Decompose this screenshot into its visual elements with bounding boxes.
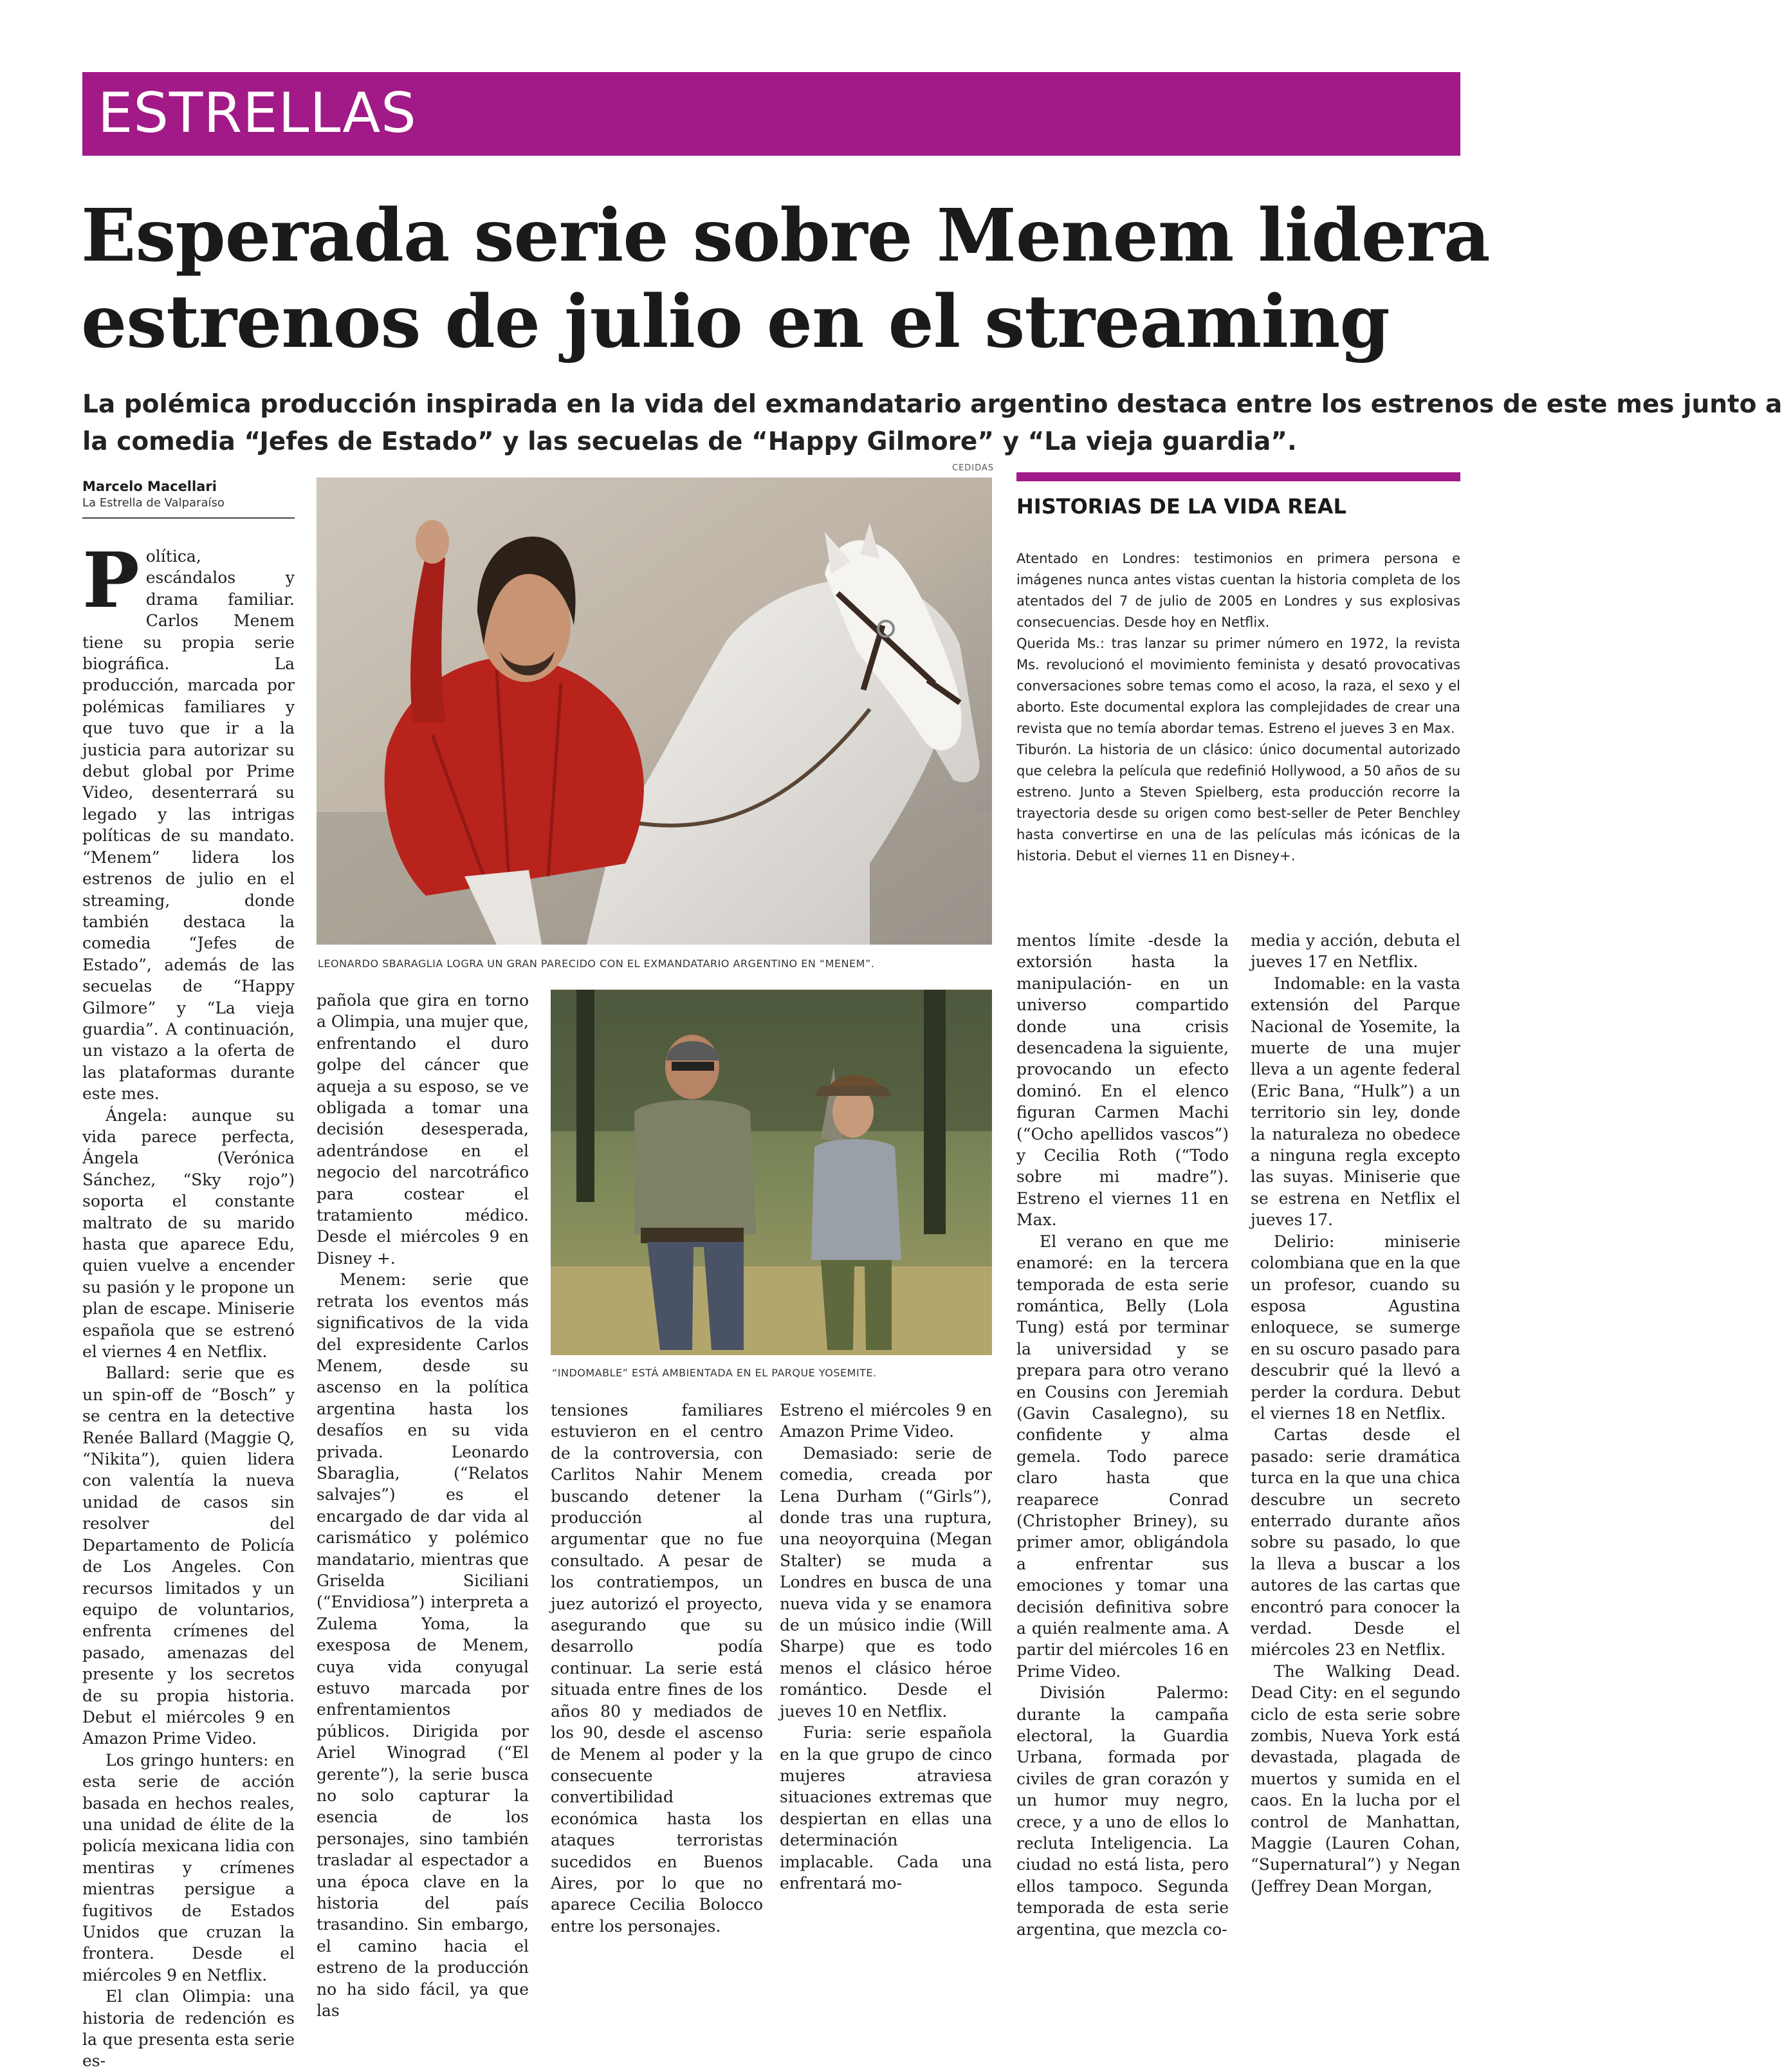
section-bar <box>82 72 1460 156</box>
dropcap: P <box>82 535 140 625</box>
sidebar-item-atentado: Atentado en Londres: testimonios en primera persona e imágenes nunca antes vistas cuentan la historia completa de los atentados del 7 de julio de 2005 en Londres y sus explosivas consecuencias. Desde hoy en Netflix. <box>1016 551 1460 630</box>
menem-photo-illustration <box>317 477 992 945</box>
paragraph-furia-cont: mentos límite -desde la extorsión hasta la manipulación- en un universo compartido donde una crisis desencadena la siguiente, provocando un efecto dominó. En el elenco figuran Carmen Machi (“Ocho apellidos vascos”) y Cecilia Roth (“Todo sobre mi madre”). Estreno el viernes 11 en Max. <box>1016 931 1229 1230</box>
indomable-photo-caption: “INDOMABLE” ESTÁ AMBIENTADA EN EL PARQUE YOSEMITE. <box>552 1367 877 1379</box>
deck-line-1: La polémica producción inspirada en la vida del exmandatario argentino destaca entre los estrenos de este mes junto a <box>82 390 1782 419</box>
sidebar-item-tiburon: Tiburón. La historia de un clásico: único documental autorizado que celebra la película que redefinió Hollywood, a 50 años de su estreno. Junto a Steven Spielberg, esta producción recorre la trayectoria desde su origen como best-seller de Peter Benchley hasta convertirse en una de las películas más icónicas de la historia. Debut el viernes 11 en Disney+. <box>1016 742 1460 864</box>
photo-credit: CEDIDAS <box>952 463 995 473</box>
sidebar-bar <box>1016 472 1460 481</box>
paragraph-delirio: Delirio: miniserie colombiana que en la que un profesor, cuando su esposa Agustina enloquece, se sumerge en su oscuro pasado para descubrir qué la llevó a perder la cordura. Debut el viernes 18 en Netflix. <box>1251 1232 1460 1423</box>
indomable-photo-illustration <box>551 990 992 1355</box>
paragraph-furia: Furia: serie española en la que grupo de cinco mujeres atraviesa situaciones extremas que despiertan en ellas una determinación implacable. Cada una enfrentará mo- <box>780 1723 992 1892</box>
paragraph-ballard: Ballard: serie que es un spin-off de “Bosch” y se centra en la detective Renée Ballard (Maggie Q, “Nikita”), quien lidera con valentía la nueva unidad de casos sin resolver del Departamento de Policía de Los Angeles. Con recursos limitados y un equipo de voluntarios, enfrenta crímenes del pasado, amenazas del presente y los secretos de su propia historia. Debut el miércoles 9 en Amazon Prime Video. <box>82 1364 295 1748</box>
paragraph-indomable: Indomable: en la vasta extensión del Parque Nacional de Yosemite, la muerte de una mujer lleva a un agente federal (Eric Bana, “Hulk”) a un territorio sin ley, donde la naturaleza no obedece a ninguna regla excepto las suyas. Miniserie que se estrena en Netflix el jueves 17. <box>1251 974 1460 1230</box>
headline <box>81 193 1490 365</box>
article-column-3 <box>551 1400 763 1936</box>
paragraph-clan-olimpia: El clan Olimpia: una historia de redención es la que presenta esta serie es- <box>82 1987 295 2071</box>
section-title: ESTRELLAS <box>98 81 417 145</box>
paragraph-menem: Menem: serie que retrata los eventos más significativos de la vida del expresidente Carlos Menem, desde su ascenso en la política argentina hasta los desafíos en su vida privada. Leonardo Sbaraglia, (“Relatos salvajes”) es el encargado de dar vida al carismático y polémico mandatario, mientras que Griselda Siciliani (“Envidiosa”) interpreta a Zulema Yoma, la exesposa de Menem, cuya vida conyugal estuvo marcada por enfrentamientos públicos. Dirigida por Ariel Winograd (“El gerente”), la serie busca no solo capturar la esencia de los personajes, sino también trasladar al espectador a una época clave en la historia del país trasandino. Sin embargo, el camino hacia el estreno de la producción no ha sido fácil, ya que las <box>317 1270 529 2021</box>
byline-author: Marcelo Macellari <box>82 479 217 494</box>
deck <box>82 386 1782 461</box>
paragraph-menem-release: Estreno el miércoles 9 en Amazon Prime Video. <box>780 1401 992 1441</box>
paragraph-olimpia-cont: pañola que gira en torno a Olimpia, una mujer que, enfrentando el duro golpe del cáncer que aqueja a su esposo, se ve obligada a tomar una decisión desesperada, adentrándose en el negocio del narcotráfico para costear el tratamiento médico. Desde el miércoles 9 en Disney +. <box>317 991 529 1268</box>
deck-line-2: la comedia “Jefes de Estado” y las secuelas de “Happy Gilmore” y “La vieja guardia”. <box>82 427 1297 456</box>
article-column-1 <box>82 535 295 2071</box>
sidebar-body <box>1016 548 1460 867</box>
paragraph-angela: Ángela: aunque su vida parece perfecta, Ángela (Verónica Sánchez, “Sky rojo”) soporta el constante maltrato de su marido hasta que aparece Edu, quien vuelve a encender su pasión y le propone un plan de escape. Miniserie española que se estrenó el viernes 4 en Netflix. <box>82 1105 295 1362</box>
sidebar-title: HISTORIAS DE LA VIDA REAL <box>1016 494 1346 519</box>
indomable-photo <box>551 990 992 1355</box>
sidebar-item-querida-ms: Querida Ms.: tras lanzar su primer número en 1972, la revista Ms. revolucionó el movimiento feminista y desató provocativas conversaciones sobre temas como el acoso, la raza, el sexo y el aborto. Este documental explora las complejidades de crear una revista que no temía abordar temas. Estreno el jueves 3 en Max. <box>1016 636 1460 736</box>
paragraph-demasiado: Demasiado: serie de comedia, creada por Lena Durham (“Girls”), donde tras una ruptura, una neoyorquina (Megan Stalter) se muda a Londres en busca de una nueva vida y se enamora de un músico indie (Will Sharpe) que es todo menos el clásico héroe romántico. Desde el jueves 10 en Netflix. <box>780 1443 992 1721</box>
headline-line-1: Esperada serie sobre Menem lidera <box>81 194 1490 278</box>
paragraph-gringo-hunters: Los gringo hunters: en esta serie de acción basada en hechos reales, una unidad de élite de la policía mexicana lidia con mentiras y crímenes mientras persigue a fugitivos de Estados Unidos que cruzan la frontera. Desde el miércoles 9 en Netflix. <box>82 1750 295 1984</box>
byline-publication: La Estrella de Valparaíso <box>82 496 225 510</box>
paragraph-walking-dead: The Walking Dead. Dead City: en el segundo ciclo de esta serie sobre zombis, Nueva York está devastada, plagada de muertos y sumida en el caos. En la lucha por el control de Manhattan, Maggie (Lauren Cohan, “Supernatural”) y Negan (Jeffrey Dean Morgan, <box>1251 1661 1460 1896</box>
headline-line-2: estrenos de julio en el streaming <box>81 280 1390 364</box>
paragraph-menem-cont: tensiones familiares estuvieron en el centro de la controversia, con Carlitos Nahir Menem buscando detener la producción al argumentar que no fue consultado. A pesar de los contratiempos, un juez autorizó el proyecto, asegurando que su desarrollo podía continuar. La serie está situada entre fines de los años 80 y mediados de los 90, desde el ascenso de Menem al poder y la consecuente convertibilidad económica hasta los ataques terroristas sucedidos en Buenos Aires, por lo que no aparece Cecilia Bolocco entre los personajes. <box>551 1401 763 1936</box>
menem-photo <box>317 477 992 945</box>
article-column-5 <box>1016 930 1229 1939</box>
article-column-4 <box>780 1400 992 1908</box>
article-column-2 <box>317 990 529 2021</box>
paragraph-division-palermo: División Palermo: durante la campaña electoral, la Guardia Urbana, formada por civiles de gran corazón y un humor muy negro, crece, y a uno de ellos lo recluta Inteligencia. La ciudad no está lista, pero ellos tampoco. Segunda temporada de esta serie argentina, que mezcla co- <box>1016 1683 1229 1939</box>
menem-photo-caption: LEONARDO SBARAGLIA LOGRA UN GRAN PARECIDO CON EL EXMANDATARIO ARGENTINO EN “MENEM”. <box>318 957 875 970</box>
byline <box>82 477 295 519</box>
paragraph-intro: Política, escándalos y drama familiar. Carlos Menem tiene su propia serie biográfica. La producción, marcada por polémicas familiares y que tuvo que ir a la justicia para autorizar su debut global por Prime Video, desenterrará su legado y las intrigas políticas de su mandato. “Menem” lidera los estrenos de julio en el streaming, donde también destaca la comedia “Jefes de Estado”, además de las secuelas de “Happy Gilmore” y “La vieja guardia”. A continuación, un vistazo a la oferta de las plataformas durante este mes. <box>82 535 295 1104</box>
article-column-6 <box>1251 930 1460 1908</box>
paragraph-cartas: Cartas desde el pasado: serie dramática turca en la que una chica descubre un secreto enterrado durante años sobre su pasado, lo que la lleva a buscar a los autores de las cartas que encontró para conocer la verdad. Desde el miércoles 23 en Netflix. <box>1251 1425 1460 1660</box>
paragraph-el-verano: El verano en que me enamoré: en la tercera temporada de esta serie romántica, Belly (Lola Tung) está por terminar la universidad y se prepara para otro verano en Cousins con Jeremiah (Gavin Casalegno), su confidente y alma gemela. Todo parece claro hasta que reaparece Conrad (Christopher Briney), su primer amor, obligándola a enfrentar sus emociones y tomar una decisión definitiva sobre a quién realmente ama. A partir del miércoles 16 en Prime Video. <box>1016 1232 1229 1681</box>
paragraph-palermo-cont: media y acción, debuta el jueves 17 en Netflix. <box>1251 931 1460 972</box>
